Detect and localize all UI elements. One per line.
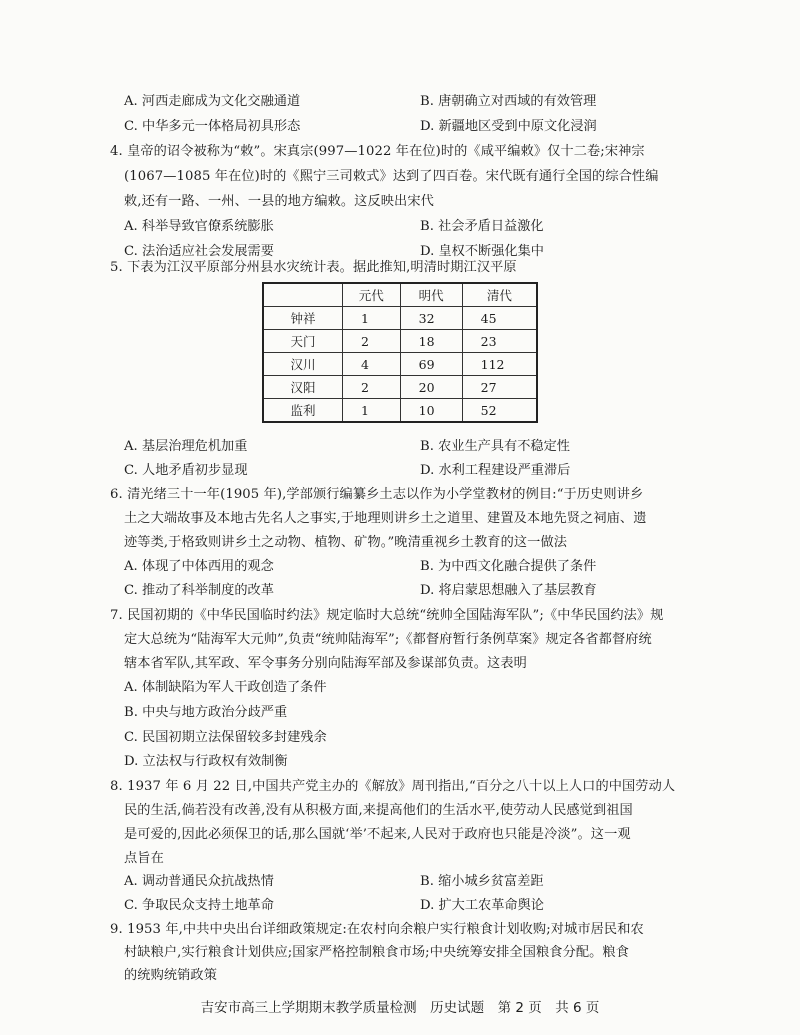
q3-option-b: B. 唐朝确立对西域的有效管理 xyxy=(420,94,597,109)
q5-option-d: D. 水利工程建设严重滞后 xyxy=(420,463,571,478)
q3-option-d: D. 新疆地区受到中原文化浸润 xyxy=(420,119,597,134)
q6-stem-line: 土之大端故事及本地古先名人之事实,于地理则讲乡土之道里、建置及本地先贤之祠庙、遗 xyxy=(124,511,647,526)
q6-stem-line: 6. 清光绪三十一年(1905 年),学部颁行编纂乡土志以作为小学堂教材的例目:“于历史则讲乡 xyxy=(110,487,644,502)
q6-option-a: A. 体现了中体西用的观念 xyxy=(124,559,274,574)
q6-option-b: B. 为中西文化融合提供了条件 xyxy=(420,559,597,574)
q7-option-d: D. 立法权与行政权有效制衡 xyxy=(124,754,288,769)
q4-option-d: D. 皇权不断强化集中 xyxy=(420,244,544,259)
table-cell: 18 xyxy=(400,330,462,353)
table-row xyxy=(263,376,537,399)
table-cell: 2 xyxy=(343,330,401,353)
table-row xyxy=(263,307,537,330)
table-cell-region: 钟祥 xyxy=(263,307,343,330)
table-cell-region: 天门 xyxy=(263,330,343,353)
table-header-cell xyxy=(263,283,343,307)
q7-stem-line: 定大总统为“陆海军大元帅”,负责“统帅陆海军”;《都督府暂行条例草案》规定各省都督府统 xyxy=(124,632,652,647)
table-row xyxy=(263,330,537,353)
q7-stem-line: 辖本省军队,其军政、军令事务分别向陆海军部及参谋部负责。这表明 xyxy=(124,656,527,671)
table-header-cell: 明代 xyxy=(400,283,462,307)
q8-option-c: C. 争取民众支持土地革命 xyxy=(124,898,274,913)
q5-option-c: C. 人地矛盾初步显现 xyxy=(124,463,248,478)
table-cell: 23 xyxy=(462,330,537,353)
q6-option-c: C. 推动了科举制度的改革 xyxy=(124,583,274,598)
table-cell: 1 xyxy=(343,307,401,330)
q7-option-a: A. 体制缺陷为军人干政创造了条件 xyxy=(124,680,327,695)
table-cell: 4 xyxy=(343,353,401,376)
table-row xyxy=(263,399,537,423)
table-header-cell: 清代 xyxy=(462,283,537,307)
table-cell: 10 xyxy=(400,399,462,423)
table-cell-region: 监利 xyxy=(263,399,343,423)
q8-stem-line: 是可爱的,因此必须保卫的话,那么国就‘举’不起来,人民对于政府也只能是冷淡”。这一观 xyxy=(124,827,631,842)
q7-stem-line: 7. 民国初期的《中华民国临时约法》规定临时大总统“统帅全国陆海军队”;《中华民国约法》规 xyxy=(110,608,664,623)
q8-stem-line: 点旨在 xyxy=(124,851,164,866)
q8-option-a: A. 调动普通民众抗战热情 xyxy=(124,874,274,889)
q9-stem-line: 9. 1953 年,中共中央出台详细政策规定:在农村向余粮户实行粮食计划收购;对城市居民和农 xyxy=(110,922,644,937)
q5-option-b: B. 农业生产具有不稳定性 xyxy=(420,439,570,454)
q7-option-c: C. 民国初期立法保留较多封建残余 xyxy=(124,730,327,745)
q5-option-a: A. 基层治理危机加重 xyxy=(124,439,248,454)
q8-stem-line: 8. 1937 年 6 月 22 日,中国共产党主办的《解放》周刊指出,“百分之八十以上人口的中国劳动人 xyxy=(110,779,676,794)
q6-option-d: D. 将启蒙思想融入了基层教育 xyxy=(420,583,597,598)
q4-stem-line: (1067—1085 年在位)时的《熙宁三司敕式》达到了四百卷。宋代既有通行全国的综合性编 xyxy=(124,169,659,184)
table-cell: 2 xyxy=(343,376,401,399)
q4-stem-line: 4. 皇帝的诏令被称为“敕”。宋真宗(997—1022 年在位)时的《咸平编敕》仅十二卷;宋神宗 xyxy=(110,144,645,159)
q8-stem-line: 民的生活,倘若没有改善,没有从积极方面,来提高他们的生活水平,使劳动人民感觉到祖国 xyxy=(124,803,633,818)
table-cell: 20 xyxy=(400,376,462,399)
q4-option-a: A. 科举导致官僚系统膨胀 xyxy=(124,219,274,234)
table-header-row xyxy=(263,283,537,307)
q9-stem-line: 村缺粮户,实行粮食计划供应;国家严格控制粮食市场;中央统筹安排全国粮食分配。粮食 xyxy=(124,945,630,960)
q8-option-b: B. 缩小城乡贫富差距 xyxy=(420,874,544,889)
table-cell-region: 汉川 xyxy=(263,353,343,376)
table-cell: 32 xyxy=(400,307,462,330)
table-cell: 45 xyxy=(462,307,537,330)
q3-option-a: A. 河西走廊成为文化交融通道 xyxy=(124,94,301,109)
table-cell: 69 xyxy=(400,353,462,376)
q4-option-c: C. 法治适应社会发展需要 xyxy=(124,244,274,259)
flood-statistics-table xyxy=(262,282,538,423)
table-cell: 1 xyxy=(343,399,401,423)
table-cell: 112 xyxy=(462,353,537,376)
page-footer: 吉安市高三上学期期末教学质量检测 历史试题 第 2 页 共 6 页 xyxy=(200,1000,600,1016)
table-row xyxy=(263,353,537,376)
q4-stem-line: 敕,还有一路、一州、一县的地方编敕。这反映出宋代 xyxy=(124,194,434,209)
table-cell: 27 xyxy=(462,376,537,399)
q7-option-b: B. 中央与地方政治分歧严重 xyxy=(124,705,288,720)
q6-stem-line: 迹等类,于格致则讲乡土之动物、植物、矿物。”晚清重视乡土教育的这一做法 xyxy=(124,535,568,550)
table-cell-region: 汉阳 xyxy=(263,376,343,399)
q8-option-d: D. 扩大工农革命舆论 xyxy=(420,898,544,913)
table-header-cell: 元代 xyxy=(343,283,401,307)
table-cell: 52 xyxy=(462,399,537,423)
q5-stem: 5. 下表为江汉平原部分州县水灾统计表。据此推知,明清时期江汉平原 xyxy=(110,260,517,275)
q9-stem-line: 的统购统销政策 xyxy=(124,968,218,983)
q3-option-c: C. 中华多元一体格局初具形态 xyxy=(124,119,301,134)
q4-option-b: B. 社会矛盾日益激化 xyxy=(420,219,544,234)
